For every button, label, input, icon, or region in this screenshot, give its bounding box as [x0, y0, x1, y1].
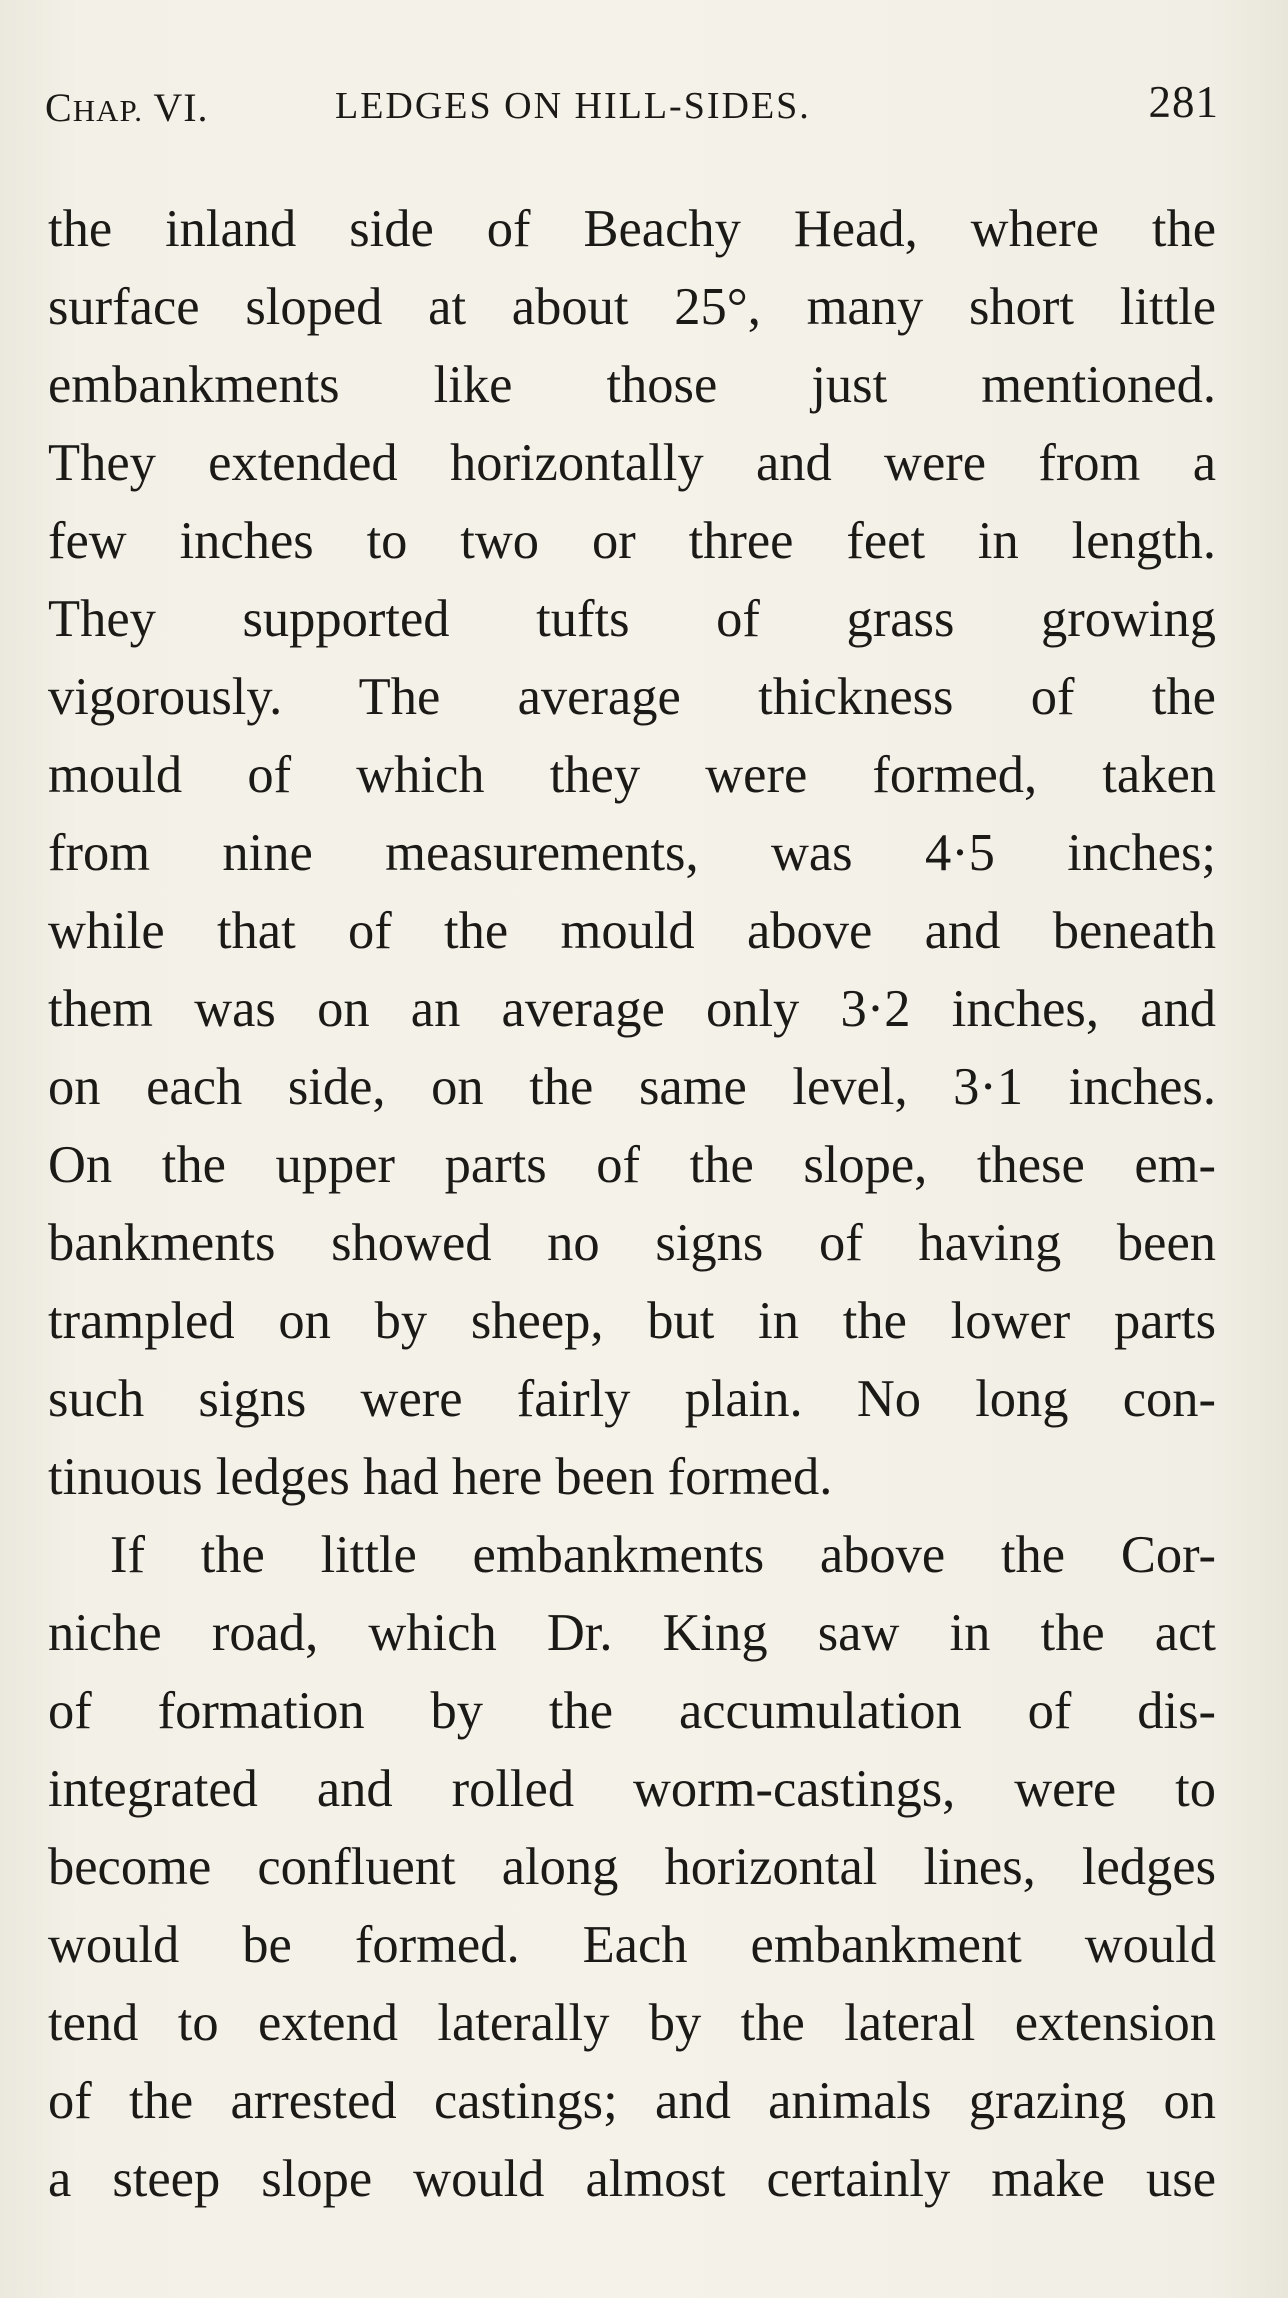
text-line: tend to extend laterally by the lateral extension: [48, 1994, 1216, 2052]
text-line: They supported tufts of grass growing: [48, 590, 1216, 648]
text-line: surface sloped at about 25°, many short little: [48, 278, 1216, 336]
text-line: trampled on by sheep, but in the lower parts: [48, 1292, 1216, 1350]
text-line: They extended horizontally and were from a: [48, 434, 1216, 492]
text-line: from nine measurements, was 4·5 inches;: [48, 824, 1216, 882]
chapter-prefix: C: [45, 85, 73, 130]
text-line: would be formed. Each embankment would: [48, 1916, 1216, 1974]
page-number: 281: [1148, 77, 1219, 127]
text-line: mould of which they were formed, taken: [48, 746, 1216, 804]
running-title: LEDGES ON HILL-SIDES.: [335, 85, 811, 127]
chapter-number: VI.: [153, 85, 209, 130]
text-line: while that of the mould above and beneath: [48, 902, 1216, 960]
running-head: [45, 76, 1219, 130]
chapter-label: [45, 84, 209, 131]
text-line: On the upper parts of the slope, these em-: [48, 1136, 1216, 1194]
text-line: such signs were fairly plain. No long con-: [48, 1370, 1216, 1428]
text-line: the inland side of Beachy Head, where the: [48, 200, 1216, 258]
chapter-smallcaps: HAP.: [72, 93, 144, 128]
text-line-paragraph-end: tinuous ledges had here been formed.: [48, 1448, 833, 1506]
text-line: become confluent along horizontal lines, ledges: [48, 1838, 1216, 1896]
text-line: on each side, on the same level, 3·1 inches.: [48, 1058, 1216, 1116]
text-line: of formation by the accumulation of dis-: [48, 1682, 1216, 1740]
text-line: them was on an average only 3·2 inches, and: [48, 980, 1216, 1038]
text-line: few inches to two or three feet in length.: [48, 512, 1216, 570]
text-line-paragraph-start: If the little embankments above the Cor-: [110, 1526, 1216, 1584]
text-line: a steep slope would almost certainly make use: [48, 2150, 1216, 2208]
text-line: vigorously. The average thickness of the: [48, 668, 1216, 726]
text-line: niche road, which Dr. King saw in the act: [48, 1604, 1216, 1662]
body-text: [48, 190, 1216, 2218]
text-line: of the arrested castings; and animals grazing on: [48, 2072, 1216, 2130]
text-line: embankments like those just mentioned.: [48, 356, 1216, 414]
text-line: bankments showed no signs of having been: [48, 1214, 1216, 1272]
text-line: integrated and rolled worm-castings, were to: [48, 1760, 1216, 1818]
